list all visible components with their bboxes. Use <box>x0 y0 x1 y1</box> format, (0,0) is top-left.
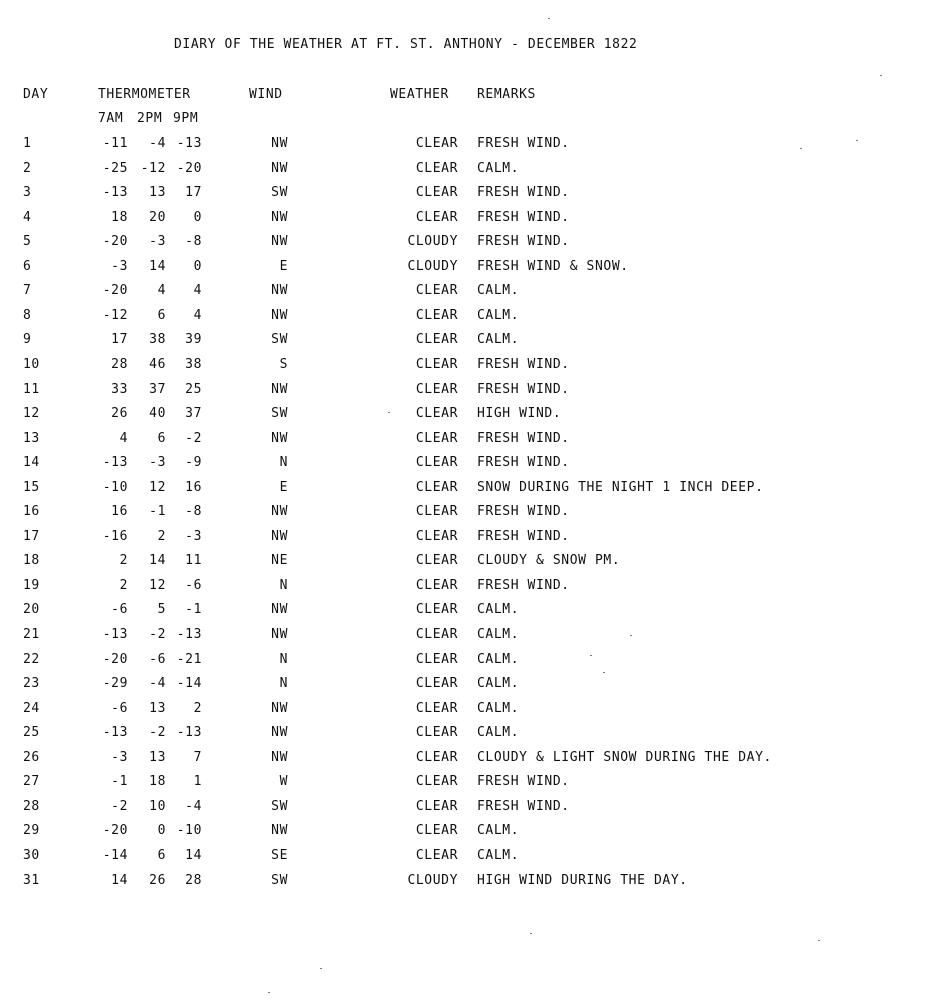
temp-9pm-cell: -4 <box>185 798 202 814</box>
temp-7am-cell: -10 <box>102 479 128 495</box>
temp-2pm-cell: 6 <box>157 307 166 323</box>
table-row <box>0 431 932 455</box>
table-row <box>0 406 932 430</box>
subheader-9pm: 9PM <box>173 111 199 126</box>
weather-cell: CLOUDY <box>407 234 458 250</box>
scan-speck <box>548 18 550 19</box>
temp-2pm-cell: -4 <box>149 136 166 151</box>
day-cell: 7 <box>23 283 32 299</box>
remarks-cell: FRESH WIND. <box>477 356 570 372</box>
temp-9pm-cell: 0 <box>193 209 202 225</box>
temp-2pm-cell: 6 <box>157 430 166 446</box>
temp-7am-cell: -6 <box>111 602 128 618</box>
temp-2pm-cell: -2 <box>149 725 166 741</box>
wind-cell: NW <box>271 823 288 839</box>
header-day: DAY <box>23 87 49 102</box>
wind-cell: NW <box>271 234 288 250</box>
temp-7am-cell: 28 <box>111 356 128 372</box>
temp-2pm-cell: 4 <box>157 283 166 299</box>
table-row <box>0 357 932 381</box>
temp-7am-cell: -29 <box>102 676 128 692</box>
temp-7am-cell: -11 <box>102 136 128 151</box>
temp-7am-cell: -20 <box>102 651 128 667</box>
table-row <box>0 750 932 774</box>
day-cell: 8 <box>23 307 32 323</box>
day-cell: 2 <box>23 160 32 176</box>
remarks-cell: CLOUDY & LIGHT SNOW DURING THE DAY. <box>477 749 772 765</box>
remarks-cell: CALM. <box>477 651 520 667</box>
weather-cell: CLEAR <box>415 725 458 741</box>
scan-speck <box>818 940 820 941</box>
table-row <box>0 234 932 258</box>
day-cell: 20 <box>23 602 40 618</box>
weather-cell: CLEAR <box>415 577 458 593</box>
temp-9pm-cell: -3 <box>185 528 202 544</box>
wind-cell: NW <box>271 136 288 151</box>
wind-cell: NW <box>271 700 288 716</box>
day-cell: 16 <box>23 504 40 520</box>
table-row <box>0 529 932 553</box>
remarks-cell: CALM. <box>477 847 520 863</box>
remarks-cell: FRESH WIND. <box>477 381 570 397</box>
temp-2pm-cell: 13 <box>149 700 166 716</box>
remarks-cell: FRESH WIND. <box>477 528 570 544</box>
day-cell: 3 <box>23 185 32 201</box>
temp-9pm-cell: 0 <box>193 258 202 274</box>
temp-7am-cell: 18 <box>111 209 128 225</box>
temp-9pm-cell: 4 <box>193 307 202 323</box>
day-cell: 23 <box>23 676 40 692</box>
temp-2pm-cell: 6 <box>157 847 166 863</box>
weather-cell: CLEAR <box>415 479 458 495</box>
temp-9pm-cell: 39 <box>185 332 202 348</box>
remarks-cell: FRESH WIND. <box>477 455 570 471</box>
temp-7am-cell: 17 <box>111 332 128 348</box>
weather-cell: CLEAR <box>415 651 458 667</box>
temp-9pm-cell: 16 <box>185 479 202 495</box>
temp-2pm-cell: 14 <box>149 258 166 274</box>
temp-9pm-cell: -20 <box>176 160 202 176</box>
scan-speck <box>630 635 632 636</box>
table-row <box>0 259 932 283</box>
remarks-cell: CALM. <box>477 160 520 176</box>
header-thermometer: THERMOMETER <box>98 87 191 102</box>
table-row <box>0 480 932 504</box>
wind-cell: W <box>279 774 288 790</box>
weather-cell: CLEAR <box>415 528 458 544</box>
remarks-cell: CALM. <box>477 602 520 618</box>
temp-2pm-cell: 37 <box>149 381 166 397</box>
remarks-cell: CALM. <box>477 823 520 839</box>
temp-7am-cell: -13 <box>102 455 128 471</box>
temp-2pm-cell: 2 <box>157 528 166 544</box>
temp-7am-cell: 4 <box>119 430 128 446</box>
temp-7am-cell: -13 <box>102 185 128 201</box>
remarks-cell: SNOW DURING THE NIGHT 1 INCH DEEP. <box>477 479 764 495</box>
temp-2pm-cell: 5 <box>157 602 166 618</box>
remarks-cell: FRESH WIND. <box>477 577 570 593</box>
table-row <box>0 774 932 798</box>
header-weather: WEATHER <box>390 87 449 102</box>
table-row <box>0 799 932 823</box>
day-cell: 31 <box>23 872 40 888</box>
temp-9pm-cell: -14 <box>176 676 202 692</box>
table-row <box>0 652 932 676</box>
table-row <box>0 332 932 356</box>
temp-2pm-cell: -2 <box>149 627 166 642</box>
wind-cell: N <box>279 455 288 471</box>
wind-cell: NE <box>271 553 288 569</box>
table-row <box>0 676 932 700</box>
table-row <box>0 185 932 209</box>
weather-cell: CLEAR <box>415 774 458 790</box>
temp-9pm-cell: -1 <box>185 602 202 618</box>
wind-cell: NW <box>271 430 288 446</box>
weather-cell: CLEAR <box>415 847 458 863</box>
remarks-cell: FRESH WIND & SNOW. <box>477 258 629 274</box>
remarks-cell: CALM. <box>477 332 520 348</box>
temp-7am-cell: -20 <box>102 234 128 250</box>
weather-cell: CLOUDY <box>407 872 458 888</box>
day-cell: 17 <box>23 528 40 544</box>
table-row <box>0 210 932 234</box>
temp-9pm-cell: 11 <box>185 553 202 569</box>
temp-9pm-cell: 37 <box>185 406 202 422</box>
temp-2pm-cell: 46 <box>149 356 166 372</box>
day-cell: 9 <box>23 332 32 348</box>
temp-7am-cell: -25 <box>102 160 128 176</box>
weather-cell: CLEAR <box>415 553 458 569</box>
remarks-cell: CALM. <box>477 307 520 323</box>
temp-9pm-cell: 1 <box>193 774 202 790</box>
weather-cell: CLEAR <box>415 381 458 397</box>
weather-cell: CLEAR <box>415 283 458 299</box>
scan-speck <box>268 992 270 993</box>
wind-cell: N <box>279 676 288 692</box>
temp-2pm-cell: -12 <box>140 160 166 176</box>
remarks-cell: FRESH WIND. <box>477 209 570 225</box>
wind-cell: NW <box>271 627 288 642</box>
remarks-cell: FRESH WIND. <box>477 798 570 814</box>
scan-speck <box>856 140 858 141</box>
wind-cell: SW <box>271 872 288 888</box>
remarks-cell: CALM. <box>477 627 520 642</box>
table-row <box>0 382 932 406</box>
table-row <box>0 455 932 479</box>
temp-7am-cell: -3 <box>111 749 128 765</box>
temp-7am-cell: 2 <box>119 577 128 593</box>
day-cell: 27 <box>23 774 40 790</box>
weather-cell: CLEAR <box>415 185 458 201</box>
scan-speck <box>530 933 532 934</box>
header-remarks: REMARKS <box>477 87 536 102</box>
weather-cell: CLEAR <box>415 700 458 716</box>
temp-9pm-cell: -8 <box>185 234 202 250</box>
temp-9pm-cell: -13 <box>176 725 202 741</box>
temp-7am-cell: 26 <box>111 406 128 422</box>
remarks-cell: CALM. <box>477 676 520 692</box>
temp-7am-cell: -14 <box>102 847 128 863</box>
temp-9pm-cell: 25 <box>185 381 202 397</box>
temp-7am-cell: -2 <box>111 798 128 814</box>
wind-cell: SW <box>271 798 288 814</box>
temp-2pm-cell: 26 <box>149 872 166 888</box>
scan-speck <box>388 412 390 413</box>
remarks-cell: CALM. <box>477 725 520 741</box>
day-cell: 12 <box>23 406 40 422</box>
header-wind: WIND <box>249 87 283 102</box>
temp-9pm-cell: -13 <box>176 627 202 642</box>
weather-cell: CLEAR <box>415 332 458 348</box>
temp-7am-cell: -16 <box>102 528 128 544</box>
table-row <box>0 283 932 307</box>
day-cell: 4 <box>23 209 32 225</box>
scan-speck <box>320 968 322 969</box>
temp-9pm-cell: 28 <box>185 872 202 888</box>
wind-cell: E <box>279 479 288 495</box>
wind-cell: SW <box>271 406 288 422</box>
temp-9pm-cell: -8 <box>185 504 202 520</box>
day-cell: 13 <box>23 430 40 446</box>
day-cell: 18 <box>23 553 40 569</box>
temp-9pm-cell: -6 <box>185 577 202 593</box>
wind-cell: NW <box>271 504 288 520</box>
day-cell: 10 <box>23 356 40 372</box>
weather-cell: CLEAR <box>415 798 458 814</box>
wind-cell: NW <box>271 283 288 299</box>
temp-9pm-cell: -21 <box>176 651 202 667</box>
temp-9pm-cell: 4 <box>193 283 202 299</box>
day-cell: 28 <box>23 798 40 814</box>
temp-7am-cell: -13 <box>102 627 128 642</box>
weather-cell: CLEAR <box>415 455 458 471</box>
remarks-cell: CLOUDY & SNOW PM. <box>477 553 621 569</box>
wind-cell: N <box>279 651 288 667</box>
wind-cell: NW <box>271 160 288 176</box>
wind-cell: NW <box>271 528 288 544</box>
wind-cell: NW <box>271 381 288 397</box>
remarks-cell: FRESH WIND. <box>477 136 570 151</box>
temp-2pm-cell: -1 <box>149 504 166 520</box>
table-row <box>0 161 932 185</box>
temp-2pm-cell: 40 <box>149 406 166 422</box>
remarks-cell: FRESH WIND. <box>477 774 570 790</box>
temp-2pm-cell: 38 <box>149 332 166 348</box>
temp-7am-cell: 14 <box>111 872 128 888</box>
wind-cell: E <box>279 258 288 274</box>
day-cell: 5 <box>23 234 32 250</box>
day-cell: 1 <box>23 136 32 151</box>
weather-cell: CLEAR <box>415 430 458 446</box>
wind-cell: NW <box>271 725 288 741</box>
day-cell: 24 <box>23 700 40 716</box>
temp-2pm-cell: 14 <box>149 553 166 569</box>
wind-cell: SW <box>271 332 288 348</box>
weather-cell: CLEAR <box>415 356 458 372</box>
temp-2pm-cell: 20 <box>149 209 166 225</box>
remarks-cell: CALM. <box>477 283 520 299</box>
weather-cell: CLEAR <box>415 160 458 176</box>
temp-9pm-cell: 2 <box>193 700 202 716</box>
temp-2pm-cell: 0 <box>157 823 166 839</box>
temp-2pm-cell: 12 <box>149 577 166 593</box>
remarks-cell: CALM. <box>477 700 520 716</box>
weather-cell: CLEAR <box>415 504 458 520</box>
temp-2pm-cell: 10 <box>149 798 166 814</box>
subheader-2pm: 2PM <box>137 111 163 126</box>
wind-cell: SE <box>271 847 288 863</box>
temp-7am-cell: -3 <box>111 258 128 274</box>
weather-cell: CLEAR <box>415 307 458 323</box>
temp-7am-cell: -1 <box>111 774 128 790</box>
day-cell: 6 <box>23 258 32 274</box>
temp-2pm-cell: -6 <box>149 651 166 667</box>
day-cell: 22 <box>23 651 40 667</box>
scan-speck <box>603 672 605 673</box>
remarks-cell: HIGH WIND DURING THE DAY. <box>477 872 688 888</box>
wind-cell: SW <box>271 185 288 201</box>
day-cell: 25 <box>23 725 40 741</box>
temp-9pm-cell: -13 <box>176 136 202 151</box>
temp-2pm-cell: 13 <box>149 185 166 201</box>
scan-speck <box>880 75 882 76</box>
weather-cell: CLEAR <box>415 749 458 765</box>
table-row <box>0 602 932 626</box>
weather-cell: CLEAR <box>415 406 458 422</box>
day-cell: 15 <box>23 479 40 495</box>
day-cell: 21 <box>23 627 40 642</box>
day-cell: 29 <box>23 823 40 839</box>
temp-9pm-cell: 38 <box>185 356 202 372</box>
temp-2pm-cell: -3 <box>149 234 166 250</box>
temp-2pm-cell: 13 <box>149 749 166 765</box>
wind-cell: NW <box>271 209 288 225</box>
weather-cell: CLEAR <box>415 676 458 692</box>
table-row <box>0 848 932 872</box>
temp-9pm-cell: -2 <box>185 430 202 446</box>
table-row <box>0 308 932 332</box>
table-row <box>0 504 932 528</box>
table-row <box>0 136 932 160</box>
table-row <box>0 725 932 749</box>
weather-cell: CLEAR <box>415 136 458 151</box>
day-cell: 26 <box>23 749 40 765</box>
weather-cell: CLEAR <box>415 602 458 618</box>
table-row <box>0 873 932 897</box>
weather-cell: CLEAR <box>415 627 458 642</box>
temp-7am-cell: 2 <box>119 553 128 569</box>
remarks-cell: FRESH WIND. <box>477 234 570 250</box>
table-row <box>0 553 932 577</box>
temp-9pm-cell: 14 <box>185 847 202 863</box>
temp-7am-cell: 16 <box>111 504 128 520</box>
temp-7am-cell: -6 <box>111 700 128 716</box>
day-cell: 11 <box>23 381 40 397</box>
remarks-cell: FRESH WIND. <box>477 185 570 201</box>
weather-cell: CLEAR <box>415 823 458 839</box>
wind-cell: N <box>279 577 288 593</box>
temp-7am-cell: -20 <box>102 823 128 839</box>
temp-7am-cell: -13 <box>102 725 128 741</box>
temp-9pm-cell: 7 <box>193 749 202 765</box>
wind-cell: S <box>279 356 288 372</box>
wind-cell: NW <box>271 749 288 765</box>
weather-cell: CLOUDY <box>407 258 458 274</box>
temp-2pm-cell: 18 <box>149 774 166 790</box>
wind-cell: NW <box>271 602 288 618</box>
table-row <box>0 627 932 651</box>
temp-9pm-cell: -10 <box>176 823 202 839</box>
temp-9pm-cell: -9 <box>185 455 202 471</box>
remarks-cell: FRESH WIND. <box>477 504 570 520</box>
day-cell: 14 <box>23 455 40 471</box>
remarks-cell: HIGH WIND. <box>477 406 562 422</box>
remarks-cell: FRESH WIND. <box>477 430 570 446</box>
scan-speck <box>800 148 802 149</box>
temp-7am-cell: -12 <box>102 307 128 323</box>
wind-cell: NW <box>271 307 288 323</box>
day-cell: 19 <box>23 577 40 593</box>
page-title: DIARY OF THE WEATHER AT FT. ST. ANTHONY - DECEMBER 1822 <box>174 37 638 52</box>
table-row <box>0 701 932 725</box>
day-cell: 30 <box>23 847 40 863</box>
scan-speck <box>590 655 592 656</box>
temp-9pm-cell: 17 <box>185 185 202 201</box>
table-row <box>0 823 932 847</box>
temp-7am-cell: 33 <box>111 381 128 397</box>
temp-2pm-cell: -3 <box>149 455 166 471</box>
temp-7am-cell: -20 <box>102 283 128 299</box>
temp-2pm-cell: -4 <box>149 676 166 692</box>
temp-2pm-cell: 12 <box>149 479 166 495</box>
subheader-7am: 7AM <box>98 111 124 126</box>
weather-cell: CLEAR <box>415 209 458 225</box>
table-row <box>0 578 932 602</box>
